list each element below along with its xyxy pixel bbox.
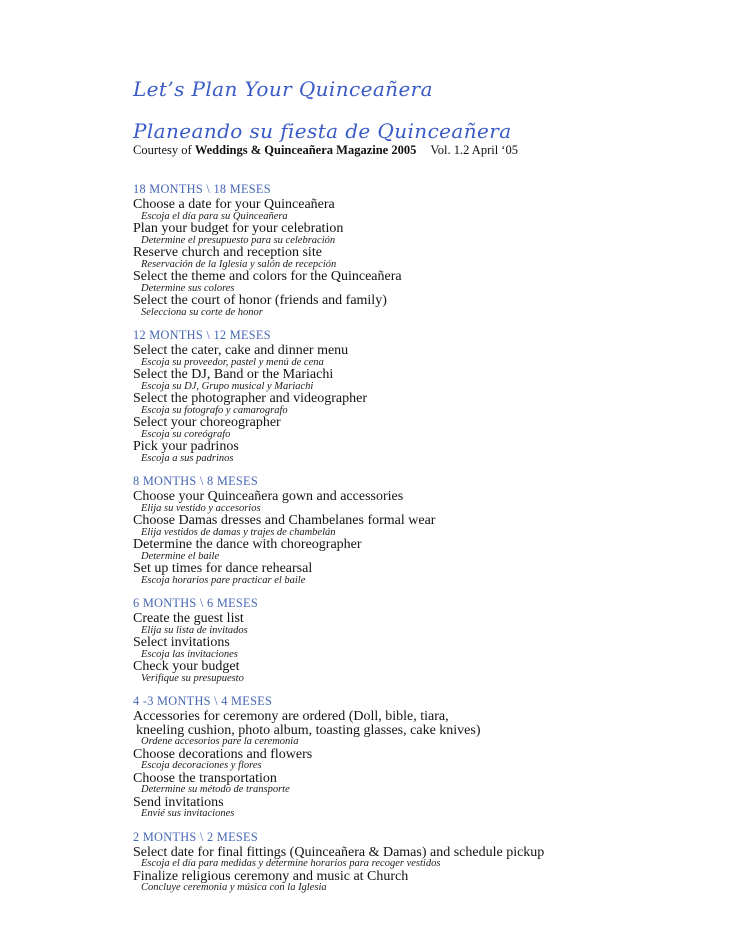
task-spanish: Escoja horarios pare practicar el baile [141, 574, 306, 586]
task-english: Select your choreographer [133, 415, 281, 430]
task-spanish: Escoja su proveedor, pastel y menú de cena [141, 356, 324, 368]
courtesy-prefix: Courtesy of [133, 143, 195, 157]
document-page [133, 78, 703, 905]
task-english: Finalize religious ceremony and music at Church [133, 868, 409, 884]
task-english: Accessories for ceremony are ordered (Doll, bible, tiara, [133, 709, 449, 724]
task-spanish: Escoja el día para medidas y determine horarios para recoger vestidos [141, 858, 441, 869]
checklist-section [133, 695, 703, 820]
task-spanish: Determine el presupuesto para su celebración [141, 234, 336, 246]
courtesy-source: Weddings & Quinceañera Magazine 2005 [194, 143, 417, 157]
task-spanish: Escoja a sus padrinos [141, 452, 234, 464]
task-english: Pick your padrinos [133, 439, 239, 454]
task-spanish: Escoja su DJ, Grupo musical y Mariachi [141, 380, 314, 392]
checklist-section [133, 329, 703, 464]
task-spanish: Ordene accesorios pare la ceremonia [141, 736, 299, 747]
checklist-section [133, 183, 703, 318]
task-spanish: Elija su vestido y accesorios [141, 502, 261, 514]
section-heading: 6 MONTHS \ 6 MESES [133, 596, 258, 610]
task-english: Choose decorations and flowers [133, 746, 313, 762]
task-english: Select the photographer and videographer [133, 391, 368, 406]
task-english: Choose the transportation [133, 770, 277, 786]
task-spanish: Determine sus colores [141, 282, 235, 294]
section-heading: 18 MONTHS \ 18 MESES [133, 182, 271, 196]
section-heading: 12 MONTHS \ 12 MESES [133, 328, 271, 342]
task-english: Select the court of honor (friends and family) [133, 293, 387, 308]
courtesy-volume: Vol. 1.2 April ‘05 [430, 143, 518, 157]
task-english: Select invitations [133, 635, 230, 650]
task-english: Select the DJ, Band or the Mariachi [133, 367, 334, 382]
checklist-section [133, 831, 703, 894]
task-english: Select the cater, cake and dinner menu [133, 343, 349, 358]
task-english: Send invitations [133, 794, 224, 810]
section-heading: 8 MONTHS \ 8 MESES [133, 474, 258, 488]
task-english: Set up times for dance rehearsal [133, 561, 313, 576]
task-spanish: Escoja las invitaciones [141, 648, 238, 660]
sections [133, 183, 703, 894]
section-heading: 4 -3 MONTHS \ 4 MESES [133, 694, 273, 708]
task-spanish: Concluye ceremonia y música con la Iglesia [141, 882, 327, 893]
task-spanish: Determine su método de transporte [141, 784, 290, 795]
task-spanish: Elija su lista de invitados [141, 624, 248, 636]
task-english: Check your budget [133, 659, 240, 674]
task-english: Create the guest list [133, 611, 244, 626]
checklist-section [133, 597, 703, 684]
courtesy-line [133, 143, 703, 157]
task-english: Reserve church and reception site [133, 245, 322, 260]
task-spanish: Elija vestidos de damas y trajes de chambelán [141, 526, 336, 538]
task-spanish: Selecciona su corte de honor [141, 306, 263, 318]
page-title-english: Let’s Plan Your Quinceañera [133, 77, 433, 101]
task-spanish: Envié sus invitaciones [141, 808, 235, 819]
task-spanish: Escoja su fotografo y camarografo [141, 404, 288, 416]
task-spanish: Determine el baile [141, 550, 220, 562]
task-spanish: Verifique su presupuesto [141, 672, 244, 684]
task-english: Choose a date for your Quinceañera [133, 197, 335, 212]
task-english: Determine the dance with choreographer [133, 537, 362, 552]
task-english-continued: kneeling cushion, photo album, toasting glasses, cake knives) [136, 722, 481, 738]
task-english: Choose Damas dresses and Chambelanes formal wear [133, 513, 436, 528]
task-english: Select the theme and colors for the Quinceañera [133, 269, 402, 284]
task-spanish: Reservación de la Iglesia y salón de recepción [141, 258, 337, 270]
section-heading: 2 MONTHS \ 2 MESES [133, 829, 258, 844]
page-title-spanish: Planeando su fiesta de Quinceañera [133, 119, 512, 143]
task-english: Choose your Quinceañera gown and accessories [133, 489, 404, 504]
task-english: Plan your budget for your celebration [133, 221, 344, 236]
task-spanish: Escoja decoraciones y flores [141, 760, 262, 771]
task-spanish: Escoja su coreógrafo [141, 428, 231, 440]
task-spanish: Escoja el día para su Quinceañera [141, 210, 288, 222]
checklist-section [133, 475, 703, 586]
task-english: Select date for final fittings (Quinceañera & Damas) and schedule pickup [133, 844, 545, 860]
